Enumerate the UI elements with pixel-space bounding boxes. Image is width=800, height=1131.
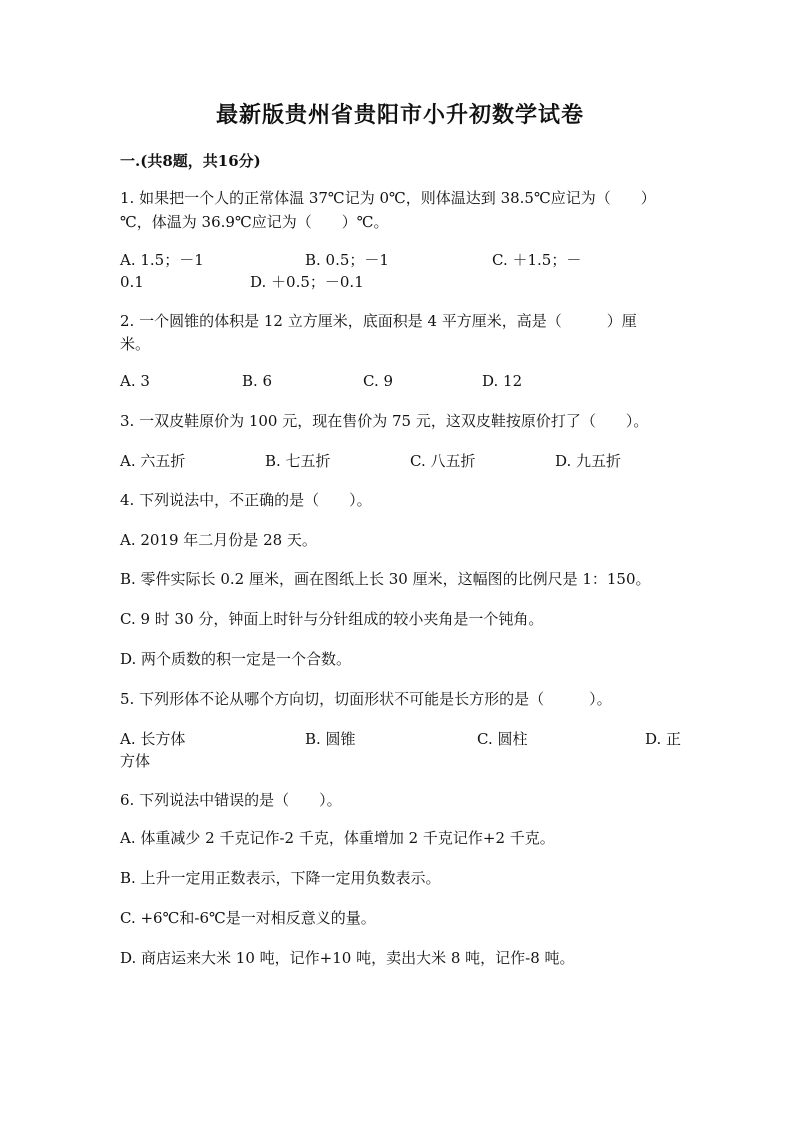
question-4-option-b: B. 零件实际长 0.2 厘米，画在图纸上长 30 厘米，这幅图的比例尺是 1：150。 xyxy=(120,570,651,588)
section-heading: 一.(共8题，共16分) xyxy=(120,152,261,170)
question-6-text: 6. 下列说法中错误的是（ ）。 xyxy=(120,791,342,809)
question-3-option-b: B. 七五折 xyxy=(265,452,331,470)
question-3-text: 3. 一双皮鞋原价为 100 元，现在售价为 75 元，这双皮鞋按原价打了（ ）。 xyxy=(120,412,649,430)
question-2-option-c: C. 9 xyxy=(363,372,394,390)
question-4-option-c: C. 9 时 30 分，钟面上时针与分针组成的较小夹角是一个钝角。 xyxy=(120,610,544,628)
question-4-text: 4. 下列说法中，不正确的是（ ）。 xyxy=(120,491,372,509)
question-5-text: 5. 下列形体不论从哪个方向切，切面形状不可能是长方形的是（ ）。 xyxy=(120,690,612,708)
question-1-text-line-1: 1. 如果把一个人的正常体温 37℃记为 0℃，则体温达到 38.5℃应记为（ ） xyxy=(120,189,656,207)
question-2-option-b: B. 6 xyxy=(242,372,273,390)
question-1-option-b: B. 0.5；－1 xyxy=(305,251,389,269)
question-4-option-d: D. 两个质数的积一定是一个合数。 xyxy=(120,650,352,668)
question-6-option-c: C. +6℃和-6℃是一对相反意义的量。 xyxy=(120,909,376,927)
question-3-option-c: C. 八五折 xyxy=(410,452,476,470)
question-1-option-c: C. ＋1.5；－ xyxy=(492,251,582,269)
question-1-text-line-2: ℃，体温为 36.9℃应记为（ ）℃。 xyxy=(120,213,389,231)
question-5-option-b: B. 圆锥 xyxy=(305,730,356,748)
question-3-option-d: D. 九五折 xyxy=(555,452,622,470)
question-6-option-d: D. 商店运来大米 10 吨，记作+10 吨，卖出大米 8 吨，记作-8 吨。 xyxy=(120,949,575,967)
question-1-option-c-continued: 0.1 xyxy=(120,273,144,291)
page-title: 最新版贵州省贵阳市小升初数学试卷 xyxy=(215,102,584,128)
question-2-option-d: D. 12 xyxy=(482,372,523,390)
question-6-option-b: B. 上升一定用正数表示，下降一定用负数表示。 xyxy=(120,869,441,887)
question-2-text-line-1: 2. 一个圆锥的体积是 12 立方厘米，底面积是 4 平方厘米，高是（ ）厘 xyxy=(120,312,637,330)
question-4-option-a: A. 2019 年二月份是 28 天。 xyxy=(120,531,317,549)
question-5-option-d-continued: 方体 xyxy=(120,752,151,770)
question-1-option-a: A. 1.5；－1 xyxy=(120,251,204,269)
question-5-option-a: A. 长方体 xyxy=(120,730,186,748)
question-2-text-line-2: 米。 xyxy=(120,335,151,353)
question-3-option-a: A. 六五折 xyxy=(120,452,186,470)
question-5-option-c: C. 圆柱 xyxy=(477,730,528,748)
question-1-option-d: D. ＋0.5；－0.1 xyxy=(250,273,364,291)
question-6-option-a: A. 体重减少 2 千克记作-2 千克，体重增加 2 千克记作+2 千克。 xyxy=(120,829,555,847)
question-2-option-a: A. 3 xyxy=(120,372,150,390)
question-5-option-d: D. 正 xyxy=(645,730,682,748)
